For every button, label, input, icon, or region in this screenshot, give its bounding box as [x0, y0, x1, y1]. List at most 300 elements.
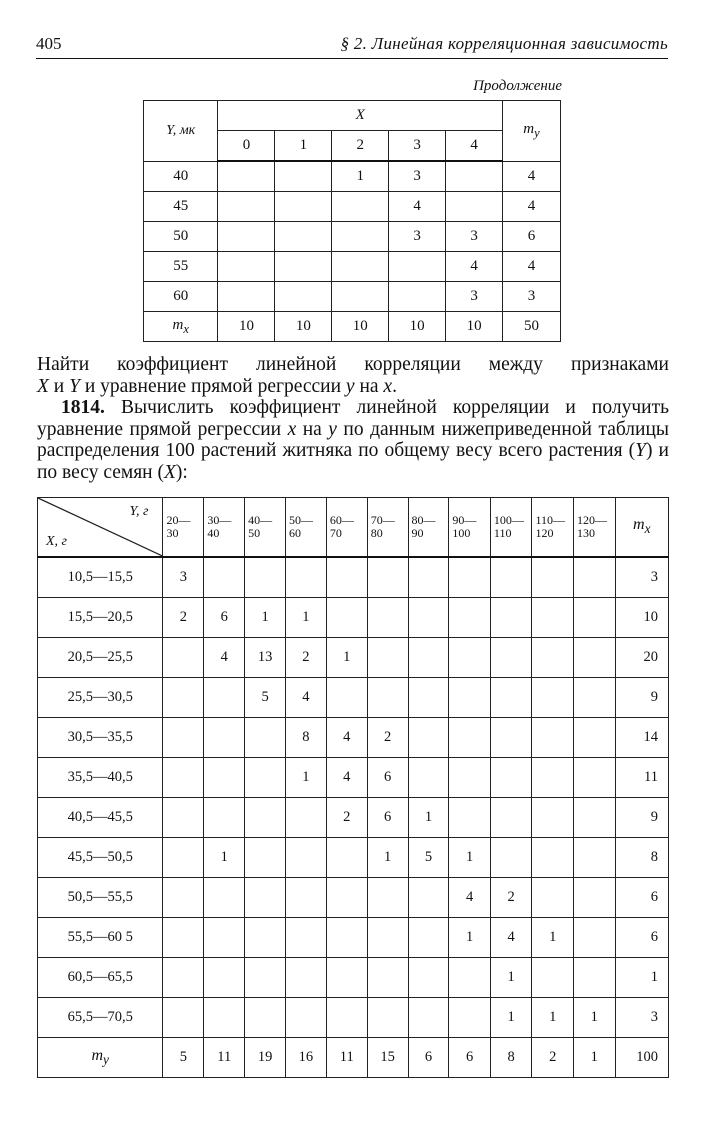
totals-row [144, 312, 561, 342]
frequency-cell [332, 252, 389, 282]
y-range-start: 60— [329, 513, 354, 527]
frequency-cell [163, 958, 204, 998]
frequency-cell: 2 [286, 638, 327, 678]
frequency-cell [408, 958, 449, 998]
x-range: 35,5—40,5 [38, 758, 163, 798]
x-value-header: 0 [218, 131, 275, 162]
y-range-start: 20— [166, 513, 191, 527]
y-value: 60 [144, 282, 218, 312]
frequency-cell [245, 798, 286, 838]
y-range-header [326, 498, 367, 558]
frequency-cell: 2 [163, 598, 204, 638]
frequency-cell [326, 918, 367, 958]
frequency-cell: 3 [163, 557, 204, 598]
frequency-cell [163, 798, 204, 838]
frequency-cell: 1 [286, 758, 327, 798]
continuation-label: Продолжение [473, 78, 562, 94]
frequency-cell [532, 838, 574, 878]
row-total: 1 [615, 958, 669, 998]
frequency-cell [490, 798, 532, 838]
frequency-cell: 3 [389, 222, 446, 252]
frequency-cell [446, 161, 503, 192]
var-x: X [163, 461, 176, 483]
y-range-end: 70 [329, 526, 342, 540]
frequency-cell [204, 918, 245, 958]
frequency-cell [286, 958, 327, 998]
frequency-cell [532, 958, 574, 998]
frequency-cell [286, 557, 327, 598]
table-row [144, 282, 561, 312]
y-range-start: 70— [370, 513, 395, 527]
frequency-cell [163, 878, 204, 918]
frequency-cell [163, 838, 204, 878]
frequency-cell [286, 918, 327, 958]
frequency-cell [389, 282, 446, 312]
frequency-cell [163, 678, 204, 718]
frequency-cell: 4 [389, 192, 446, 222]
x-value-header: 2 [332, 131, 389, 162]
text-span: и уравнение прямой регрессии [79, 375, 346, 397]
frequency-cell [245, 758, 286, 798]
frequency-cell [326, 598, 367, 638]
column-total: 10 [275, 312, 332, 342]
text-span: и [48, 375, 70, 397]
frequency-cell [449, 678, 491, 718]
x-range: 50,5—55,5 [38, 878, 163, 918]
column-total: 15 [367, 1038, 408, 1078]
table-row [38, 557, 669, 598]
y-range-start: 120— [576, 513, 607, 527]
frequency-cell [573, 758, 615, 798]
x-range: 45,5—50,5 [38, 838, 163, 878]
frequency-cell [449, 798, 491, 838]
frequency-cell: 1 [573, 998, 615, 1038]
y-range-header [367, 498, 408, 558]
frequency-cell [573, 557, 615, 598]
y-header: Y, мк [144, 101, 218, 162]
x-range: 40,5—45,5 [38, 798, 163, 838]
frequency-cell [367, 557, 408, 598]
column-total: 10 [389, 312, 446, 342]
frequency-cell [449, 758, 491, 798]
frequency-cell: 3 [446, 282, 503, 312]
grand-total: 50 [503, 312, 561, 342]
frequency-cell [163, 638, 204, 678]
frequency-cell [367, 878, 408, 918]
column-total: 11 [204, 1038, 245, 1078]
text-span: . [392, 375, 397, 397]
row-total: 6 [615, 878, 669, 918]
table-row [38, 798, 669, 838]
frequency-cell [275, 282, 332, 312]
table-distribution [37, 497, 669, 1078]
y-range-header [245, 498, 286, 558]
x-value-header: 3 [389, 131, 446, 162]
frequency-cell: 2 [326, 798, 367, 838]
y-range-end: 60 [289, 526, 301, 540]
text-span: ) и по весу семян ( [37, 440, 669, 483]
x-range: 25,5—30,5 [38, 678, 163, 718]
y-range-end: 40 [207, 526, 220, 540]
frequency-cell [367, 998, 408, 1038]
y-range-header [204, 498, 245, 558]
frequency-cell: 6 [204, 598, 245, 638]
frequency-cell [286, 838, 327, 878]
frequency-cell [326, 557, 367, 598]
y-range-end: 80 [370, 526, 383, 540]
frequency-cell [245, 958, 286, 998]
y-value: 40 [144, 161, 218, 192]
column-total: 16 [286, 1038, 327, 1078]
x-range: 30,5—35,5 [38, 718, 163, 758]
frequency-cell [490, 758, 532, 798]
frequency-cell [532, 878, 574, 918]
frequency-cell: 3 [446, 222, 503, 252]
frequency-cell: 1 [449, 838, 491, 878]
mx-label [144, 312, 218, 342]
table-row [38, 678, 669, 718]
y-range-start: 80— [411, 513, 436, 527]
frequency-cell: 1 [532, 998, 574, 1038]
frequency-cell [245, 718, 286, 758]
frequency-cell: 4 [490, 918, 532, 958]
frequency-cell [490, 838, 532, 878]
table-row [38, 918, 669, 958]
frequency-cell [245, 878, 286, 918]
my-label-sub: y [103, 1052, 109, 1068]
frequency-cell [204, 798, 245, 838]
frequency-cell [204, 678, 245, 718]
frequency-cell [218, 192, 275, 222]
frequency-cell [490, 638, 532, 678]
frequency-cell [449, 998, 491, 1038]
mx-label-text: m [633, 516, 645, 534]
var-x-lower: x [287, 418, 297, 440]
corner-x-label: X, г [46, 534, 68, 549]
row-total: 3 [503, 282, 561, 312]
column-total: 11 [326, 1038, 367, 1078]
column-total: 10 [218, 312, 275, 342]
frequency-cell: 2 [490, 878, 532, 918]
frequency-cell [490, 718, 532, 758]
mx-label-sub: x [644, 521, 651, 537]
var-y: Y [635, 440, 646, 461]
page-number: 405 [36, 34, 62, 53]
frequency-cell: 3 [389, 161, 446, 192]
column-total: 10 [332, 312, 389, 342]
frequency-cell: 4 [326, 718, 367, 758]
frequency-cell [204, 758, 245, 798]
y-range-end: 120 [535, 526, 554, 540]
column-total: 10 [446, 312, 503, 342]
text-span: по данным нижеприведенной таблицы распределения 100 растений житняка по общему весу всего растения ( [37, 418, 669, 461]
frequency-cell [204, 718, 245, 758]
corner-cell [38, 498, 163, 558]
mx-label-text: m [172, 316, 184, 333]
frequency-cell [286, 798, 327, 838]
y-value: 50 [144, 222, 218, 252]
frequency-cell [532, 678, 574, 718]
row-total: 10 [615, 598, 669, 638]
var-x: X [37, 375, 49, 397]
frequency-cell [204, 958, 245, 998]
table-row [144, 161, 561, 192]
frequency-cell [326, 838, 367, 878]
row-total: 4 [503, 161, 561, 192]
table-row [38, 758, 669, 798]
table-row [144, 192, 561, 222]
column-total: 1 [573, 1038, 615, 1078]
column-total: 6 [449, 1038, 491, 1078]
y-range-start: 50— [289, 513, 313, 527]
problem-number: 1814. [61, 397, 105, 418]
frequency-cell [286, 998, 327, 1038]
frequency-cell [204, 998, 245, 1038]
frequency-cell [326, 958, 367, 998]
frequency-cell [367, 958, 408, 998]
frequency-cell: 1 [408, 798, 449, 838]
frequency-cell: 1 [245, 598, 286, 638]
frequency-cell [408, 918, 449, 958]
table-row [38, 838, 669, 878]
frequency-cell [573, 678, 615, 718]
column-total: 8 [490, 1038, 532, 1078]
frequency-cell [163, 718, 204, 758]
my-label [38, 1038, 163, 1078]
frequency-cell [449, 958, 491, 998]
problem-1814 [37, 397, 669, 483]
y-range-end: 100 [452, 526, 471, 540]
frequency-cell [408, 998, 449, 1038]
frequency-cell [332, 222, 389, 252]
y-range-header [490, 498, 532, 558]
frequency-cell [532, 718, 574, 758]
mx-label-sub: x [183, 321, 189, 336]
frequency-cell: 5 [408, 838, 449, 878]
frequency-cell [326, 998, 367, 1038]
row-total: 4 [503, 192, 561, 222]
frequency-cell [573, 638, 615, 678]
y-range-end: 90 [411, 526, 424, 540]
frequency-cell [218, 282, 275, 312]
running-header [36, 30, 668, 59]
row-total: 11 [615, 758, 669, 798]
x-header: X [218, 101, 503, 131]
row-total: 6 [615, 918, 669, 958]
row-total: 14 [615, 718, 669, 758]
frequency-cell [367, 918, 408, 958]
table-row [38, 598, 669, 638]
frequency-cell: 4 [286, 678, 327, 718]
frequency-cell: 1 [367, 838, 408, 878]
frequency-cell [449, 598, 491, 638]
y-range-start: 30— [207, 513, 232, 527]
frequency-cell [532, 638, 574, 678]
y-range-header [449, 498, 491, 558]
frequency-cell [204, 557, 245, 598]
frequency-cell: 1 [204, 838, 245, 878]
frequency-cell [490, 598, 532, 638]
y-range-end: 130 [576, 526, 595, 540]
my-label: m [523, 120, 535, 137]
frequency-cell [367, 638, 408, 678]
x-range: 20,5—25,5 [38, 638, 163, 678]
row-total: 3 [615, 557, 669, 598]
problem-text-1 [37, 354, 669, 397]
y-range-start: 90— [452, 513, 477, 527]
frequency-cell [286, 878, 327, 918]
x-range: 55,5—60 5 [38, 918, 163, 958]
frequency-cell: 4 [449, 878, 491, 918]
frequency-cell: 1 [286, 598, 327, 638]
var-x-lower: x [383, 375, 393, 397]
x-value-header: 4 [446, 131, 503, 162]
frequency-cell [573, 918, 615, 958]
corner-y-label: Y, г [129, 504, 149, 519]
frequency-cell [408, 557, 449, 598]
my-label-text: m [91, 1046, 104, 1064]
y-range-end: 50 [248, 526, 261, 540]
column-total: 19 [245, 1038, 286, 1078]
var-y: Y [69, 375, 80, 397]
frequency-cell [218, 222, 275, 252]
table-row [38, 998, 669, 1038]
frequency-cell [449, 638, 491, 678]
frequency-cell: 6 [367, 798, 408, 838]
y-range-header [408, 498, 449, 558]
frequency-cell [332, 192, 389, 222]
y-range-end: 110 [493, 526, 512, 540]
y-range-end: 30 [166, 526, 179, 540]
my-header [503, 101, 561, 162]
frequency-cell: 2 [367, 718, 408, 758]
grand-total: 100 [615, 1038, 669, 1078]
frequency-cell: 1 [490, 998, 532, 1038]
table-row [38, 958, 669, 998]
frequency-cell [532, 758, 574, 798]
frequency-cell [408, 598, 449, 638]
frequency-cell [408, 678, 449, 718]
frequency-cell [573, 878, 615, 918]
frequency-cell [408, 758, 449, 798]
running-title: § 2. Линейная корреляционная зависимость [340, 34, 668, 53]
frequency-cell [573, 838, 615, 878]
frequency-cell [573, 958, 615, 998]
row-total: 3 [615, 998, 669, 1038]
frequency-cell: 8 [286, 718, 327, 758]
frequency-cell [332, 282, 389, 312]
y-range-header [573, 498, 615, 558]
frequency-cell: 1 [326, 638, 367, 678]
table-row [144, 252, 561, 282]
text-span: на [354, 375, 384, 397]
x-value-header: 1 [275, 131, 332, 162]
frequency-cell [490, 678, 532, 718]
table-row [38, 718, 669, 758]
frequency-cell [275, 252, 332, 282]
frequency-cell: 1 [490, 958, 532, 998]
mx-header [615, 498, 669, 558]
frequency-cell [326, 878, 367, 918]
frequency-cell [446, 192, 503, 222]
column-total: 5 [163, 1038, 204, 1078]
frequency-cell [245, 998, 286, 1038]
frequency-cell [275, 192, 332, 222]
row-total: 8 [615, 838, 669, 878]
frequency-cell [408, 638, 449, 678]
row-total: 9 [615, 798, 669, 838]
x-range: 60,5—65,5 [38, 958, 163, 998]
y-range-header [286, 498, 327, 558]
frequency-cell [389, 252, 446, 282]
frequency-cell [490, 557, 532, 598]
frequency-cell [367, 678, 408, 718]
frequency-cell [204, 878, 245, 918]
var-y-lower: y [345, 375, 355, 397]
y-range-start: 110— [535, 513, 565, 527]
table-row [38, 878, 669, 918]
row-total: 6 [503, 222, 561, 252]
row-total: 9 [615, 678, 669, 718]
frequency-cell [218, 161, 275, 192]
my-sub: y [534, 125, 540, 140]
frequency-cell [326, 678, 367, 718]
x-range: 65,5—70,5 [38, 998, 163, 1038]
frequency-cell [245, 918, 286, 958]
frequency-cell: 4 [326, 758, 367, 798]
frequency-cell [573, 798, 615, 838]
x-range: 15,5—20,5 [38, 598, 163, 638]
frequency-cell [449, 557, 491, 598]
row-total: 20 [615, 638, 669, 678]
frequency-cell [532, 598, 574, 638]
frequency-cell [275, 222, 332, 252]
frequency-cell: 1 [532, 918, 574, 958]
y-range-header [532, 498, 574, 558]
y-value: 55 [144, 252, 218, 282]
frequency-cell [367, 598, 408, 638]
frequency-cell [163, 758, 204, 798]
text-span: ): [175, 461, 188, 483]
table-row [38, 638, 669, 678]
frequency-cell [532, 798, 574, 838]
table-row [144, 222, 561, 252]
frequency-cell [408, 718, 449, 758]
y-range-header [163, 498, 204, 558]
frequency-cell: 4 [204, 638, 245, 678]
row-total: 4 [503, 252, 561, 282]
totals-row [38, 1038, 669, 1078]
frequency-cell: 6 [367, 758, 408, 798]
frequency-cell: 1 [332, 161, 389, 192]
y-value: 45 [144, 192, 218, 222]
text-span: Вычислить коэффициент линейной корреляции и получить уравнение прямой регрессии [37, 397, 669, 440]
frequency-cell: 13 [245, 638, 286, 678]
frequency-cell: 1 [449, 918, 491, 958]
y-range-start: 40— [248, 513, 273, 527]
column-total: 2 [532, 1038, 574, 1078]
text-span: на [296, 418, 329, 440]
x-range: 10,5—15,5 [38, 557, 163, 598]
frequency-cell [573, 718, 615, 758]
frequency-cell [163, 918, 204, 958]
frequency-cell: 5 [245, 678, 286, 718]
frequency-cell [245, 557, 286, 598]
column-total: 6 [408, 1038, 449, 1078]
frequency-cell [408, 878, 449, 918]
frequency-cell [275, 161, 332, 192]
frequency-cell [573, 598, 615, 638]
